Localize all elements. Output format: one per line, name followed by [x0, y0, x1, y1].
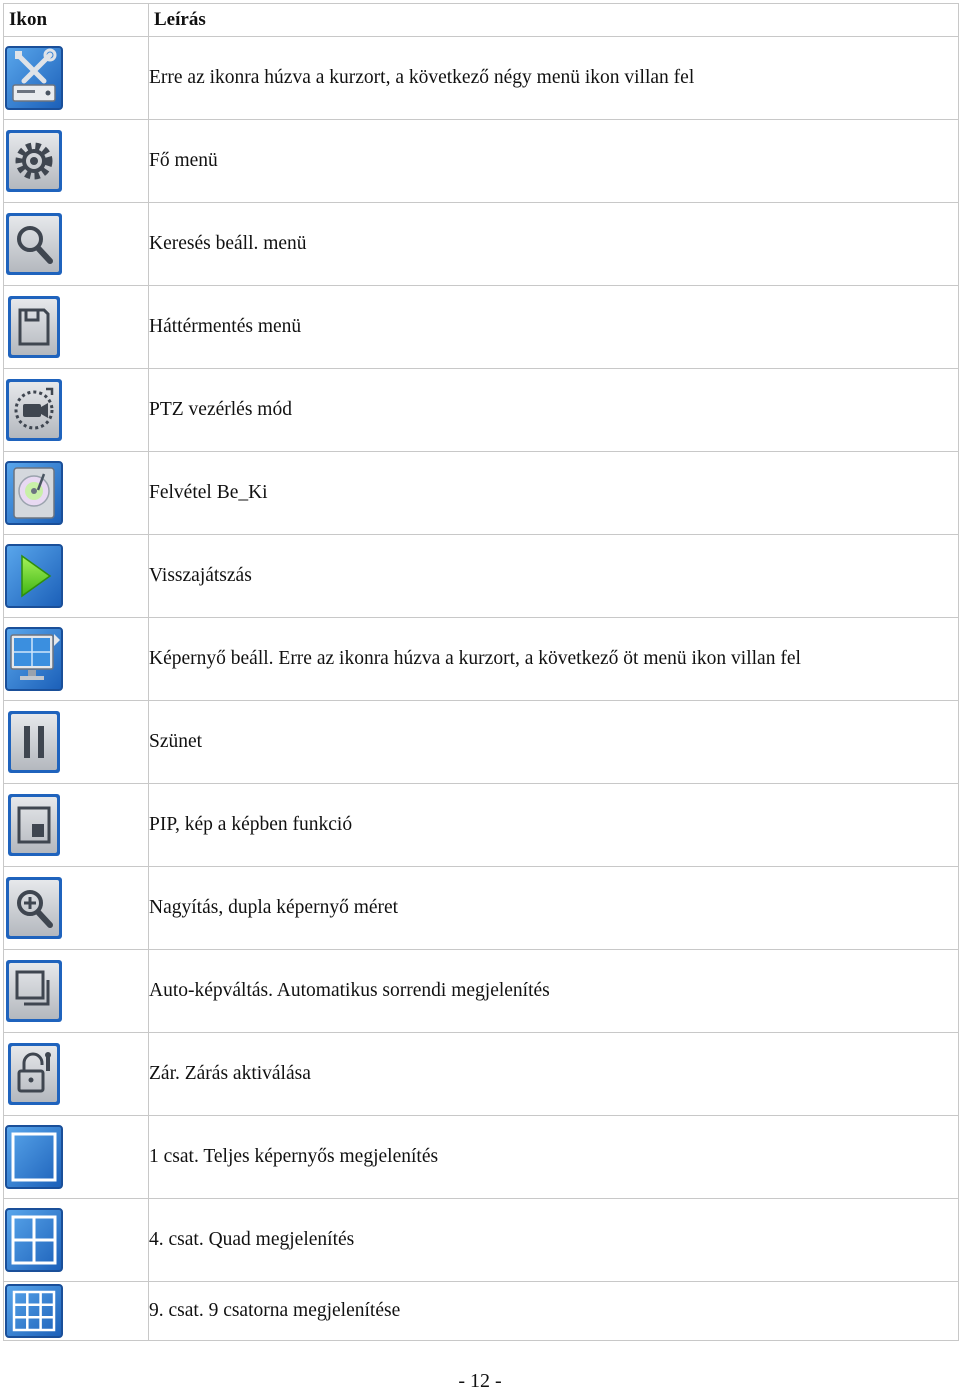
play-icon — [4, 543, 64, 609]
zoom-in-icon — [4, 875, 64, 941]
table-header-row — [4, 4, 959, 37]
icon-cell — [4, 286, 149, 369]
icon-cell — [4, 37, 149, 120]
table-row — [4, 950, 959, 1033]
table-row — [4, 784, 959, 867]
icon-cell — [4, 1199, 149, 1282]
icon-cell — [4, 784, 149, 867]
icon-cell — [4, 120, 149, 203]
single-screen-icon — [4, 1124, 64, 1190]
icon-table — [3, 3, 959, 1341]
table-row — [4, 286, 959, 369]
icon-cell — [4, 369, 149, 452]
column-header-icon: Ikon — [4, 4, 149, 37]
description-cell: 9. csat. 9 csatorna megjelenítése — [149, 1282, 959, 1341]
description-cell: 1 csat. Teljes képernyős megjelenítés — [149, 1116, 959, 1199]
table-row — [4, 618, 959, 701]
page-number: - 12 - — [458, 1370, 502, 1392]
description-cell: Háttérmentés menü — [149, 286, 959, 369]
icon-cell — [4, 1033, 149, 1116]
pause-icon — [4, 709, 64, 775]
icon-cell — [4, 535, 149, 618]
table-row — [4, 867, 959, 950]
gear-icon — [4, 128, 64, 194]
description-cell: PIP, kép a képben funkció — [149, 784, 959, 867]
floppy-disk-icon — [4, 294, 64, 360]
nine-screen-icon — [4, 1283, 64, 1339]
icon-cell — [4, 452, 149, 535]
description-cell: Auto-képváltás. Automatikus sorrendi megjelenítés — [149, 950, 959, 1033]
description-cell: Felvétel Be_Ki — [149, 452, 959, 535]
description-cell: Képernyő beáll. Erre az ikonra húzva a kurzort, a következő öt menü ikon villan fel — [149, 618, 959, 701]
search-icon — [4, 211, 64, 277]
tools-icon — [4, 45, 64, 111]
table-row — [4, 1116, 959, 1199]
column-header-description: Leírás — [149, 4, 959, 37]
hard-disk-icon — [4, 460, 64, 526]
icon-cell — [4, 618, 149, 701]
auto-switch-icon — [4, 958, 64, 1024]
pip-icon — [4, 792, 64, 858]
description-cell: Zár. Zárás aktiválása — [149, 1033, 959, 1116]
table-row — [4, 452, 959, 535]
table-row — [4, 120, 959, 203]
description-cell: Nagyítás, dupla képernyő méret — [149, 867, 959, 950]
description-cell: Fő menü — [149, 120, 959, 203]
ptz-camera-icon — [4, 377, 64, 443]
table-row — [4, 203, 959, 286]
icon-cell — [4, 950, 149, 1033]
icon-cell — [4, 701, 149, 784]
table-row — [4, 1282, 959, 1341]
monitor-icon — [4, 626, 64, 692]
description-cell: PTZ vezérlés mód — [149, 369, 959, 452]
description-cell: Visszajátszás — [149, 535, 959, 618]
description-cell: Erre az ikonra húzva a kurzort, a következő négy menü ikon villan fel — [149, 37, 959, 120]
table-row — [4, 535, 959, 618]
quad-screen-icon — [4, 1207, 64, 1273]
table-row — [4, 1199, 959, 1282]
table-row — [4, 701, 959, 784]
table-row — [4, 37, 959, 120]
description-cell: 4. csat. Quad megjelenítés — [149, 1199, 959, 1282]
icon-cell — [4, 867, 149, 950]
icon-cell — [4, 1116, 149, 1199]
icon-cell — [4, 203, 149, 286]
description-cell: Keresés beáll. menü — [149, 203, 959, 286]
table-row — [4, 1033, 959, 1116]
description-cell: Szünet — [149, 701, 959, 784]
icon-cell — [4, 1282, 149, 1341]
lock-icon — [4, 1041, 64, 1107]
table-row — [4, 369, 959, 452]
